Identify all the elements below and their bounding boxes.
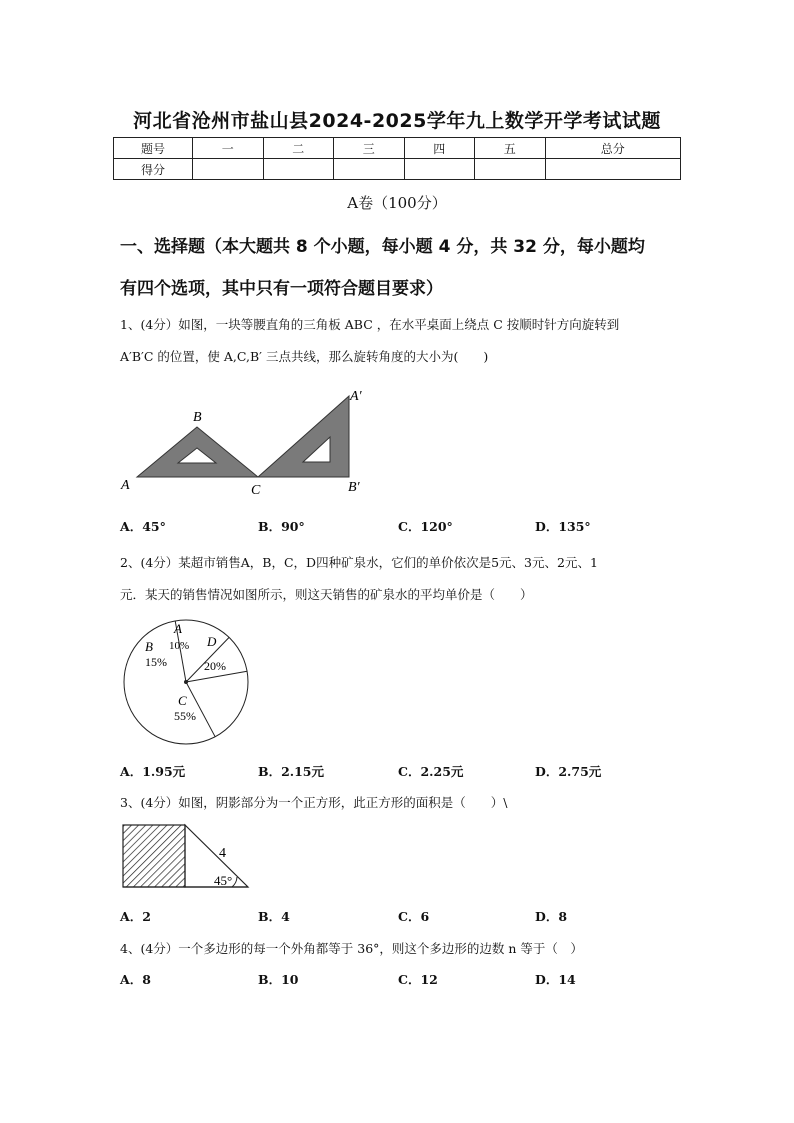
label-a-prime: A′	[350, 389, 362, 404]
score-cell: 三	[334, 138, 405, 159]
score-input-cell[interactable]	[263, 159, 334, 180]
question-1-line2: A′B′C 的位置，使 A,C,B′ 三点共线，那么旋转角度的大小为( )	[120, 349, 489, 364]
q1-option-d[interactable]: D．135°	[535, 519, 591, 534]
score-input-cell[interactable]	[404, 159, 475, 180]
label-b: B	[193, 410, 202, 425]
slice-label-c: C	[178, 693, 187, 708]
score-input-cell[interactable]	[545, 159, 681, 180]
score-table-header-row	[114, 138, 681, 159]
label-a: A	[121, 478, 130, 493]
question-2-line1: 2、(4分）某超市销售A，B，C，D四种矿泉水，它们的单价依次是5元、3元、2元、1	[120, 555, 598, 570]
score-input-cell[interactable]	[475, 159, 546, 180]
angle-arc	[232, 877, 237, 887]
score-cell: 二	[263, 138, 334, 159]
section-heading: A卷（100分）	[347, 194, 447, 212]
q2-option-c[interactable]: C．2.25元	[398, 764, 464, 779]
q2-option-d[interactable]: D．2.75元	[535, 764, 602, 779]
slice-percent-d: 20%	[204, 659, 226, 673]
q4-option-d[interactable]: D．14	[535, 972, 576, 987]
score-cell: 总分	[545, 138, 681, 159]
square-triangle-figure	[120, 822, 255, 892]
shaded-square	[123, 825, 185, 887]
score-input-cell[interactable]	[334, 159, 405, 180]
question-4-line1: 4、(4分）一个多边形的每一个外角都等于 36°，则这个多边形的边数 n 等于（ ）	[120, 941, 583, 956]
slice-label-d: D	[207, 634, 217, 649]
q3-option-a[interactable]: A．2	[120, 909, 151, 924]
q2-option-b[interactable]: B．2.15元	[258, 764, 325, 779]
score-cell: 四	[404, 138, 475, 159]
score-input-cell[interactable]	[193, 159, 264, 180]
slice-percent-a: 10%	[169, 640, 190, 652]
q3-option-d[interactable]: D．8	[535, 909, 568, 924]
side-length-label: 4	[219, 846, 226, 861]
label-c: C	[251, 483, 261, 498]
q2-option-a[interactable]: A．1.95元	[120, 764, 186, 779]
part-heading-line1: 一、选择题（本大题共 8 个小题，每小题 4 分，共 32 分，每小题均	[120, 237, 645, 257]
score-cell: 题号	[114, 138, 193, 159]
pie-center	[184, 680, 188, 684]
question-3-line1: 3、(4分）如图，阴影部分为一个正方形，此正方形的面积是（ ）\	[120, 795, 508, 810]
slice-percent-b: 15%	[145, 655, 167, 669]
q1-option-c[interactable]: C．120°	[398, 519, 453, 534]
q1-option-b[interactable]: B．90°	[258, 519, 305, 534]
slice-percent-c: 55%	[174, 709, 196, 723]
label-b-prime: B′	[348, 480, 360, 495]
score-cell: 五	[475, 138, 546, 159]
score-table-score-row	[114, 159, 681, 180]
q1-option-a[interactable]: A．45°	[120, 519, 166, 534]
question-1-line1: 1、(4分）如图，一块等腰直角的三角板 ABC ，在水平桌面上绕点 C 按顺时针方向旋转到	[120, 317, 620, 332]
score-cell: 得分	[114, 159, 193, 180]
angle-label: 45°	[214, 873, 233, 888]
q3-option-b[interactable]: B．4	[258, 909, 290, 924]
pie-chart	[118, 615, 258, 755]
slice-label-b: B	[145, 639, 153, 654]
score-table	[113, 137, 681, 180]
exam-title: 河北省沧州市盐山县2024-2025学年九上数学开学考试试题	[133, 110, 661, 132]
q4-option-c[interactable]: C．12	[398, 972, 438, 987]
q4-option-b[interactable]: B．10	[258, 972, 299, 987]
part-heading-line2: 有四个选项，其中只有一项符合题目要求）	[120, 279, 443, 299]
slice-label-a: A	[174, 621, 182, 636]
triangle-rotation-figure	[115, 383, 375, 498]
question-2-line2: 元．某天的销售情况如图所示，则这天销售的矿泉水的平均单价是（ ）	[120, 587, 533, 602]
q3-option-c[interactable]: C．6	[398, 909, 430, 924]
score-cell: 一	[193, 138, 264, 159]
triangle-a2b2c	[258, 396, 349, 477]
q4-option-a[interactable]: A．8	[120, 972, 151, 987]
